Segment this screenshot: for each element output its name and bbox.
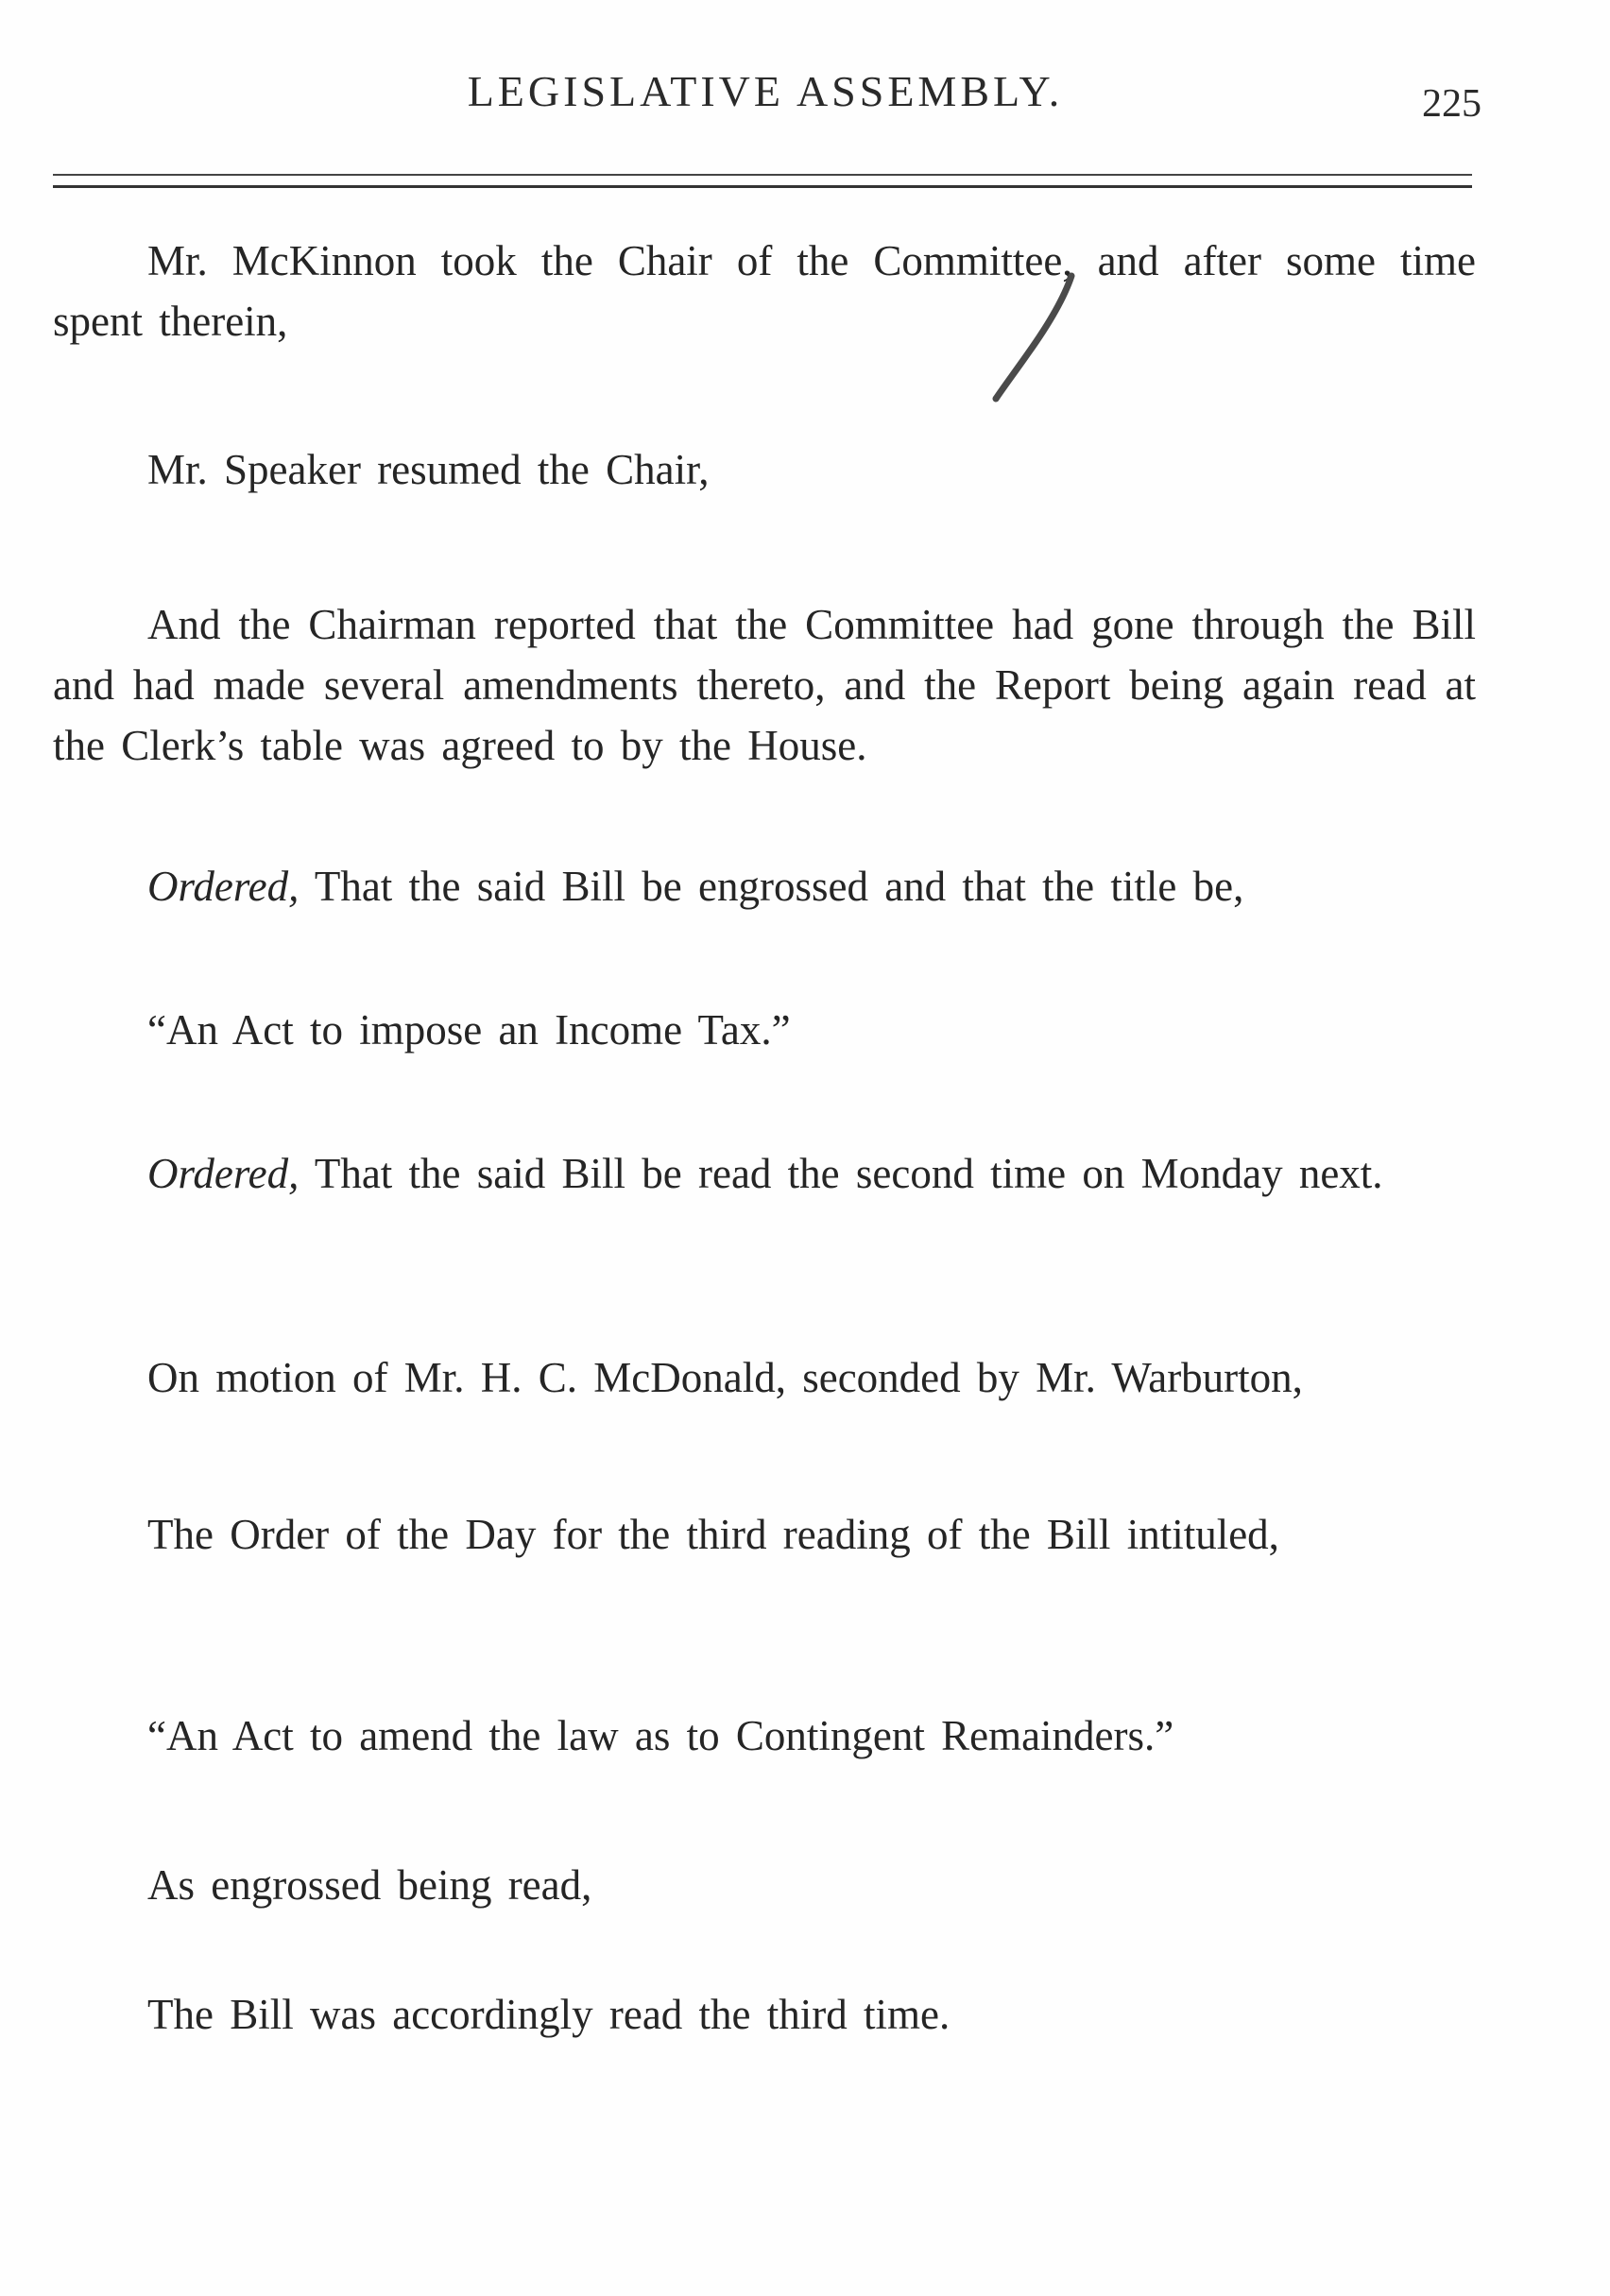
paragraph-committee-chair: Mr. McKinnon took the Chair of the Committee, and after some time spent therein, [53, 237, 1476, 345]
header-rule-thick [53, 185, 1472, 188]
paragraph-order-of-day: The Order of the Day for the third reading of the Bill intituled, [147, 1511, 1279, 1558]
paragraph-bill-title-income-tax: “An Act to impose an Income Tax.” [147, 1006, 791, 1054]
paragraph-speaker-resumed: Mr. Speaker resumed the Chair, [147, 446, 710, 493]
paragraph-bill-title-remainders: “An Act to amend the law as to Contingent Remainders.” [147, 1712, 1174, 1759]
ordered-text: That the said Bill be engrossed and that the title be, [299, 863, 1244, 910]
paragraph-motion: On motion of Mr. H. C. McDonald, seconded by Mr. Warburton, [147, 1354, 1303, 1401]
paragraph-third-reading: The Bill was accordingly read the third time. [147, 1991, 951, 2038]
paragraph-engrossed-read: As engrossed being read, [147, 1861, 592, 1909]
header-rule-thin [53, 174, 1472, 176]
paragraph-chairman-reported: And the Chairman reported that the Committee had gone through the Bill and had made several amendments thereto, and the Report being again read at the Clerk’s table was agreed to by the House. [53, 601, 1476, 769]
page-number: 225 [1422, 82, 1482, 126]
pen-stroke-mark-icon [973, 270, 1087, 403]
page-header-title: LEGISLATIVE ASSEMBLY. [467, 67, 1064, 115]
paragraph-ordered-engrossed [53, 856, 1476, 917]
ordered-text: That the said Bill be read the second time on Monday next. [299, 1150, 1383, 1197]
ordered-label: Ordered, [147, 863, 300, 910]
ordered-label: Ordered, [147, 1150, 300, 1197]
paragraph-ordered-second-reading [53, 1143, 1476, 1204]
